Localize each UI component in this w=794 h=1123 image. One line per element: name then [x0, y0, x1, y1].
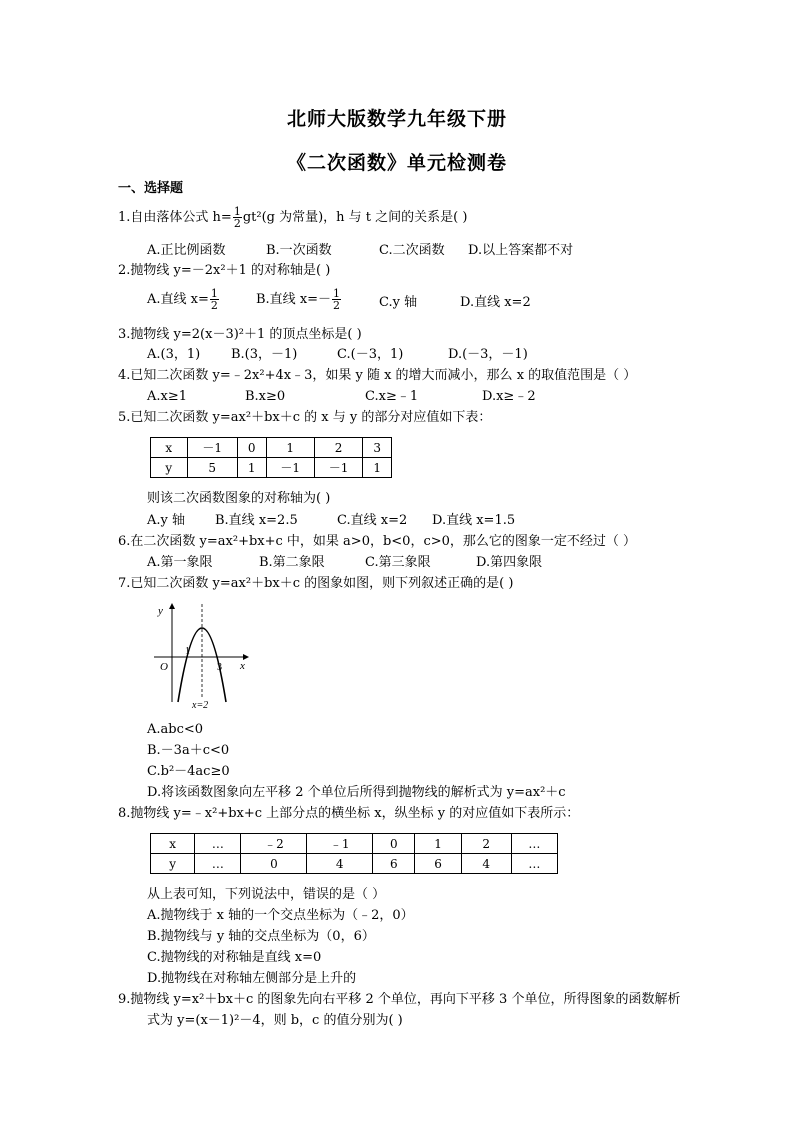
- q7-option-b: B.－3a＋c<0: [147, 743, 230, 758]
- q3-option-b: B.(3，－1): [231, 347, 298, 362]
- table-cell: ﹣2: [241, 834, 307, 854]
- q4-option-b: B.x≥0: [245, 389, 286, 404]
- table-cell: －1: [314, 458, 362, 478]
- q5-follow-text: 则该二次函数图象的对称轴为( ): [147, 491, 331, 506]
- q5-value-table: [150, 437, 392, 478]
- table-cell: 1: [266, 438, 314, 458]
- table-row: [151, 854, 558, 874]
- table-row: [151, 834, 558, 854]
- q5-option-d: D.直线 x=1.5: [432, 513, 516, 528]
- document-title: 北师大版数学九年级下册: [286, 108, 507, 130]
- table-row: [151, 438, 392, 458]
- q4-option-c: C.x≥﹣1: [365, 389, 419, 404]
- question-9-line-2: 式为 y=(x－1)²－4，则 b，c 的值分别为( ): [147, 1013, 403, 1028]
- q1-option-b: B.一次函数: [266, 243, 332, 258]
- table-cell: …: [511, 834, 557, 854]
- table-cell: 4: [461, 854, 511, 874]
- table-cell: 0: [237, 438, 266, 458]
- table-cell: －1: [266, 458, 314, 478]
- q3-option-a: A.(3，1): [147, 347, 201, 362]
- table-cell: y: [151, 854, 195, 874]
- q2-option-b: B.直线 x=－ $\frac{1}{2}$: [256, 287, 341, 312]
- table-cell: …: [195, 854, 241, 874]
- q8-option-c: C.抛物线的对称轴是直线 x=0: [147, 950, 322, 965]
- table-cell: 4: [307, 854, 373, 874]
- table-cell: 1: [415, 834, 461, 854]
- q8-follow-text: 从上表可知，下列说法中，错误的是（ ）: [147, 887, 386, 902]
- table-cell: 3: [363, 438, 392, 458]
- table-cell: 0: [241, 854, 307, 874]
- question-5: 5.已知二次函数 y=ax²＋bx＋c 的 x 与 y 的部分对应值如下表：: [118, 410, 492, 425]
- fraction-half: $\frac{1}{2}$: [233, 205, 241, 230]
- q3-option-d: D.(－3，－1): [448, 347, 528, 362]
- q1-option-a: A.正比例函数: [147, 243, 226, 258]
- question-7: 7.已知二次函数 y=ax²＋bx＋c 的图象如图，则下列叙述正确的是( ): [118, 576, 514, 591]
- tick-1-label: 1: [185, 646, 190, 657]
- q2-option-c: C.y 轴: [379, 295, 418, 310]
- parabola-graph: [150, 598, 260, 710]
- q6-option-a: A.第一象限: [147, 555, 213, 570]
- table-cell: 1: [363, 458, 392, 478]
- table-cell: 0: [373, 834, 415, 854]
- q8-option-b: B.抛物线与 y 轴的交点坐标为（0，6）: [147, 929, 375, 944]
- question-8: 8.抛物线 y=﹣x²+bx+c 上部分点的横坐标 x，纵坐标 y 的对应值如下表所示：: [118, 806, 580, 821]
- question-1-post: gt²(g 为常量)，h 与 t 之间的关系是( ): [242, 210, 468, 225]
- q6-option-c: C.第三象限: [365, 555, 431, 570]
- question-1-pre: 1.自由落体公式 h=: [118, 210, 232, 225]
- question-9-line-1: 9.抛物线 y=x²＋bx＋c 的图象先向右平移 2 个单位，再向下平移 3 个单位，所得图象的函数解析: [118, 992, 681, 1007]
- q8-value-table: [150, 833, 558, 874]
- x-axis-label: x: [240, 660, 245, 672]
- q7-option-d: D.将该函数图象向左平移 2 个单位后所得到抛物线的解析式为 y=ax²＋c: [147, 785, 566, 800]
- table-cell: y: [151, 458, 188, 478]
- q8-option-d: D.抛物线在对称轴左侧部分是上升的: [147, 971, 357, 986]
- symmetry-axis-label: x=2: [192, 700, 209, 710]
- question-3: 3.抛物线 y=2(x－3)²＋1 的顶点坐标是( ): [118, 327, 362, 342]
- tick-3-label: 3: [217, 662, 222, 673]
- q5-option-c: C.直线 x=2: [337, 513, 408, 528]
- table-row: [151, 458, 392, 478]
- question-2: 2.抛物线 y=－2x²＋1 的对称轴是( ): [118, 263, 331, 278]
- table-cell: 2: [314, 438, 362, 458]
- question-4: 4.已知二次函数 y=﹣2x²+4x﹣3，如果 y 随 x 的增大而减小，那么 x 的取值范围是（ ）: [118, 368, 637, 383]
- q1-option-d: D.以上答案都不对: [468, 243, 574, 258]
- table-cell: 6: [373, 854, 415, 874]
- q6-option-b: B.第二象限: [259, 555, 325, 570]
- table-cell: 5: [187, 458, 237, 478]
- q2-option-a: A.直线 x= $\frac{1}{2}$: [147, 287, 218, 312]
- y-axis-label: y: [158, 605, 163, 617]
- q7-option-c: C.b²－4ac≥0: [147, 764, 230, 779]
- document-subtitle: 《二次函数》单元检测卷: [286, 152, 507, 174]
- q1-option-c: C.二次函数: [379, 243, 445, 258]
- table-cell: …: [195, 834, 241, 854]
- table-cell: …: [511, 854, 557, 874]
- table-cell: ﹣1: [307, 834, 373, 854]
- table-cell: x: [151, 834, 195, 854]
- q4-option-d: D.x≥﹣2: [482, 389, 536, 404]
- q3-option-c: C.(－3，1): [337, 347, 404, 362]
- table-cell: 6: [415, 854, 461, 874]
- section-heading: 一、选择题: [118, 181, 184, 196]
- q2-option-d: D.直线 x=2: [460, 295, 531, 310]
- q5-option-b: B.直线 x=2.5: [215, 513, 298, 528]
- table-cell: －1: [187, 438, 237, 458]
- q8-option-a: A.抛物线于 x 轴的一个交点坐标为（﹣2，0）: [147, 908, 414, 923]
- question-1: [118, 206, 467, 229]
- origin-label: O: [160, 661, 168, 673]
- q7-option-a: A.abc<0: [147, 722, 204, 737]
- question-6: 6.在二次函数 y=ax²+bx+c 中，如果 a>0，b<0，c>0，那么它的图象一定不经过（ ）: [118, 534, 637, 549]
- q4-option-a: A.x≥1: [147, 389, 188, 404]
- table-cell: x: [151, 438, 188, 458]
- table-cell: 1: [237, 458, 266, 478]
- q6-option-d: D.第四象限: [476, 555, 543, 570]
- table-cell: 2: [461, 834, 511, 854]
- q5-option-a: A.y 轴: [147, 513, 185, 528]
